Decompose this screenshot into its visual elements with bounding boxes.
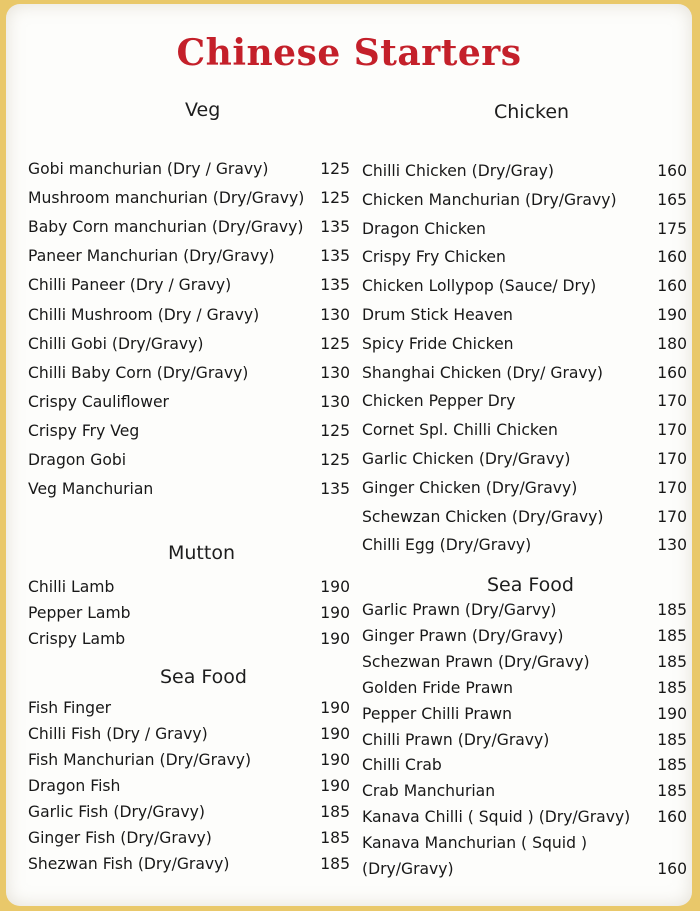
menu-item-price: 135: [320, 276, 350, 295]
menu-item-price: 125: [320, 160, 350, 178]
menu-item: [28, 578, 350, 596]
menu-item-price: 170: [657, 421, 687, 440]
menu-item-price: 175: [657, 219, 687, 238]
menu-title: Chinese Starters: [176, 32, 522, 74]
menu-item-price: 190: [320, 699, 350, 717]
menu-item: [362, 653, 687, 671]
menu-item-price: 190: [320, 777, 350, 795]
left-column: [28, 4, 350, 906]
menu-item-price: 160: [657, 860, 687, 878]
menu-item-name: Chilli Chicken (Dry/Gray): [362, 162, 554, 180]
menu-item-price: 190: [320, 630, 350, 648]
menu-item: [28, 480, 350, 498]
menu-item: [362, 627, 687, 645]
menu-item-name: Ginger Fish (Dry/Gravy): [28, 829, 212, 847]
menu-item-name: Dragon Fish: [28, 777, 121, 795]
menu-item: [28, 276, 350, 294]
menu-item-name: Gobi manchurian (Dry / Gravy): [28, 160, 269, 178]
menu-item: [362, 782, 687, 800]
menu-item: [28, 604, 350, 622]
menu-item: [362, 191, 687, 209]
menu-item-name: (Dry/Gravy): [362, 860, 454, 878]
menu-item-price: 185: [657, 601, 687, 619]
menu-item-price: 135: [320, 247, 350, 266]
menu-item-name: Chilli Paneer (Dry / Gravy): [28, 276, 232, 295]
menu-item-name: Schezwan Prawn (Dry/Gravy): [362, 652, 590, 671]
menu-item: [362, 679, 687, 697]
menu-item: [362, 834, 687, 852]
menu-item-price: 160: [657, 808, 687, 827]
menu-item-price: 185: [657, 678, 687, 697]
menu-item-name: Chilli Mushroom (Dry / Gravy): [28, 305, 260, 324]
menu-item-price: 190: [320, 751, 350, 769]
menu-item-price: 185: [657, 782, 687, 801]
menu-item: [362, 450, 687, 468]
menu-item-name: Veg Manchurian: [28, 480, 154, 499]
menu-item-price: 170: [657, 392, 687, 411]
menu-item-name: Kanava Manchurian ( Squid ): [362, 834, 588, 853]
menu-item-name: Chilli Gobi (Dry/Gravy): [28, 334, 204, 353]
menu-item-name: Dragon Gobi: [28, 451, 127, 469]
menu-item-name: Cornet Spl. Chilli Chicken: [362, 421, 558, 440]
menu-item: [362, 248, 687, 266]
menu-item: [28, 451, 350, 469]
menu-item-name: Ginger Prawn (Dry/Gravy): [362, 626, 564, 645]
menu-item-price: 160: [657, 277, 687, 296]
menu-item-price: 170: [657, 507, 687, 526]
menu-item: [362, 162, 687, 180]
menu-item-price: 185: [657, 730, 687, 749]
menu-item: [362, 392, 687, 410]
menu-item-name: Baby Corn manchurian (Dry/Gravy): [28, 218, 304, 237]
menu-item-name: Chilli Lamb: [28, 578, 115, 596]
menu-item: [28, 160, 350, 178]
menu-item-price: 125: [320, 189, 350, 208]
menu-item-price: 190: [320, 578, 350, 596]
section-heading-sea-food-right: Sea Food: [487, 574, 574, 596]
menu-item-price: 125: [320, 451, 350, 469]
menu-item-name: Spicy Fride Chicken: [362, 334, 514, 353]
menu-item: [362, 808, 687, 826]
menu-item-price: 185: [320, 855, 350, 873]
menu-item-price: 190: [657, 306, 687, 324]
menu-item-name: Schewzan Chicken (Dry/Gravy): [362, 507, 604, 526]
menu-item-price: 135: [320, 480, 350, 499]
menu-item: [362, 508, 687, 526]
menu-item-name: Garlic Fish (Dry/Gravy): [28, 803, 205, 821]
menu-item-name: Chilli Egg (Dry/Gravy): [362, 536, 532, 555]
menu-item-name: Garlic Prawn (Dry/Garvy): [362, 601, 557, 619]
menu-item-price: 160: [657, 248, 687, 267]
menu-item-name: Shezwan Fish (Dry/Gravy): [28, 855, 230, 873]
menu-item-price: 130: [657, 536, 687, 555]
menu-item: [28, 247, 350, 265]
menu-item-price: 160: [657, 363, 687, 382]
menu-item: [362, 479, 687, 497]
menu-item-name: Mushroom manchurian (Dry/Gravy): [28, 189, 305, 208]
menu-item-price: 185: [320, 803, 350, 821]
menu-item: [28, 422, 350, 440]
menu-item-name: Chicken Pepper Dry: [362, 392, 516, 411]
menu-item: [362, 536, 687, 554]
menu-item: [362, 756, 687, 774]
menu-item-price: 185: [320, 829, 350, 847]
menu-card: [6, 4, 692, 906]
section-heading-sea-food-left: Sea Food: [160, 666, 247, 688]
section-heading-chicken: Chicken: [494, 101, 570, 123]
menu-item-name: Chicken Manchurian (Dry/Gravy): [362, 190, 617, 209]
menu-item-name: Fish Finger: [28, 699, 112, 717]
menu-item: [28, 218, 350, 236]
menu-item-name: Ginger Chicken (Dry/Gravy): [362, 478, 578, 497]
menu-item: [28, 630, 350, 648]
menu-item: [28, 189, 350, 207]
menu-item: [28, 306, 350, 324]
menu-item-price: 190: [320, 604, 350, 622]
menu-item: [28, 777, 350, 795]
menu-item-name: Paneer Manchurian (Dry/Gravy): [28, 247, 275, 266]
right-column: [362, 4, 687, 906]
menu-item: [362, 277, 687, 295]
menu-item: [28, 751, 350, 769]
menu-item: [362, 601, 687, 619]
menu-item-price: 125: [320, 421, 350, 440]
menu-item: [362, 421, 687, 439]
menu-item: [362, 364, 687, 382]
menu-item: [362, 731, 687, 749]
menu-item-price: 130: [320, 363, 350, 382]
menu-item: [362, 220, 687, 238]
menu-item: [362, 306, 687, 324]
menu-item-price: 185: [657, 652, 687, 671]
menu-item-name: Kanava Chilli ( Squid ) (Dry/Gravy): [362, 808, 631, 827]
menu-item: [28, 725, 350, 743]
menu-item-price: 185: [657, 626, 687, 645]
menu-item-price: 165: [657, 190, 687, 209]
menu-item-name: Crispy Cauliflower: [28, 392, 169, 411]
menu-item-price: 130: [320, 392, 350, 411]
menu-item-name: Crab Manchurian: [362, 782, 496, 801]
menu-item-name: Crispy Fry Veg: [28, 421, 140, 440]
menu-item-name: Pepper Chilli Prawn: [362, 704, 512, 723]
menu-item-price: 170: [657, 450, 687, 468]
menu-item-name: Chilli Prawn (Dry/Gravy): [362, 730, 550, 749]
menu-item-name: Chilli Baby Corn (Dry/Gravy): [28, 363, 249, 382]
menu-item-name: Chilli Fish (Dry / Gravy): [28, 725, 208, 743]
menu-item-name: Crispy Fry Chicken: [362, 248, 506, 267]
menu-item-name: Shanghai Chicken (Dry/ Gravy): [362, 363, 603, 382]
menu-item: [28, 855, 350, 873]
menu-item-name: Golden Fride Prawn: [362, 678, 514, 697]
section-heading-mutton: Mutton: [168, 542, 236, 564]
menu-item-price: 180: [657, 334, 687, 353]
menu-item: [28, 364, 350, 382]
menu-item-name: Pepper Lamb: [28, 604, 131, 622]
menu-item: [28, 393, 350, 411]
menu-item-price: 160: [657, 162, 687, 180]
menu-item: [28, 829, 350, 847]
menu-item: [362, 335, 687, 353]
menu-item-price: 130: [320, 305, 350, 324]
section-heading-veg: Veg: [185, 99, 221, 121]
menu-item-price: 190: [657, 704, 687, 723]
menu-item-name: Garlic Chicken (Dry/Gravy): [362, 450, 571, 468]
menu-item-name: Fish Manchurian (Dry/Gravy): [28, 751, 252, 769]
menu-item-name: Drum Stick Heaven: [362, 306, 513, 324]
menu-item-price: 125: [320, 334, 350, 353]
menu-item: [362, 705, 687, 723]
menu-item-name: Chicken Lollypop (Sauce/ Dry): [362, 277, 597, 296]
menu-item-name: Crispy Lamb: [28, 630, 126, 648]
menu-item-name: Dragon Chicken: [362, 219, 486, 238]
menu-item: [28, 335, 350, 353]
menu-item-price: 185: [657, 756, 687, 775]
menu-item-price: 135: [320, 218, 350, 237]
menu-item-name: Chilli Crab: [362, 756, 442, 775]
menu-item-price: 190: [320, 725, 350, 743]
menu-item-price: 170: [657, 478, 687, 497]
menu-item: [362, 860, 687, 878]
menu-item: [28, 699, 350, 717]
menu-item: [28, 803, 350, 821]
